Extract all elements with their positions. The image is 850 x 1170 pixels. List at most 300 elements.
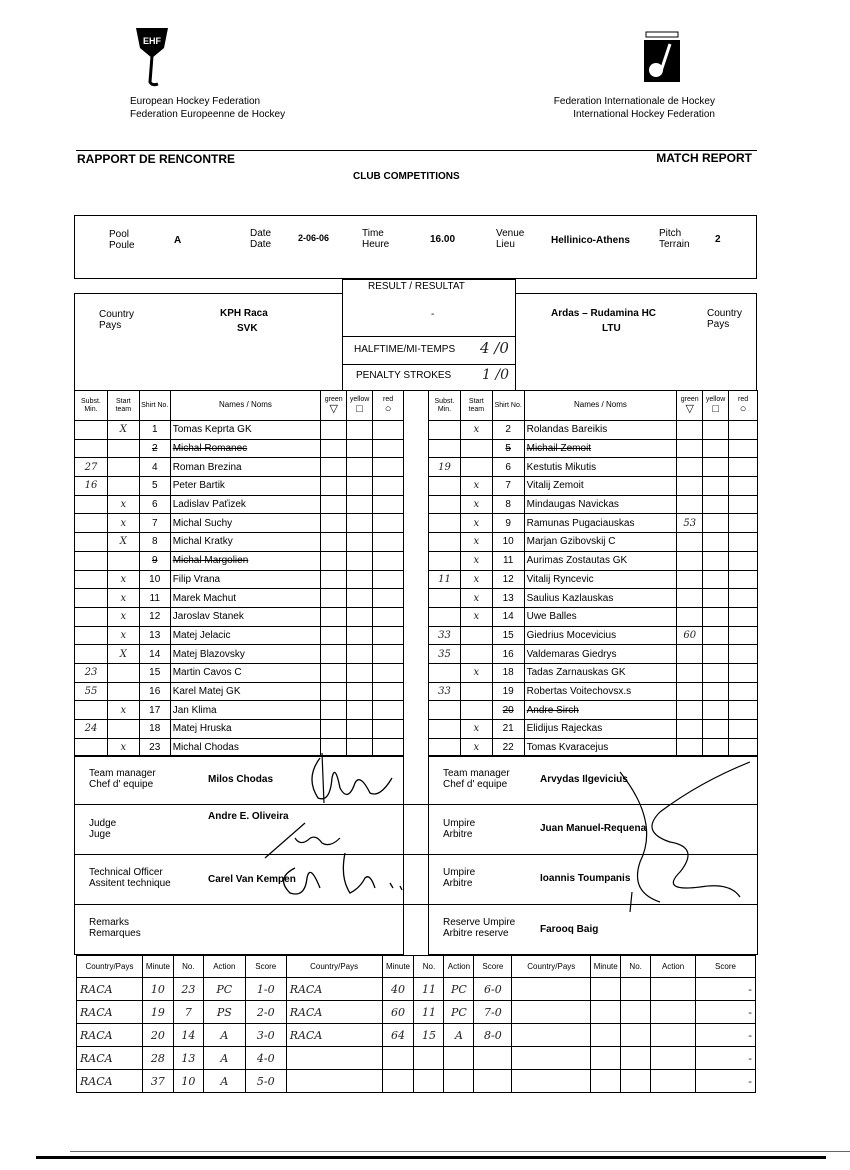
- goal-action: [444, 1070, 474, 1093]
- col-red: red ○: [729, 391, 758, 421]
- subst-minute: 27: [75, 458, 108, 477]
- goals-col-country: Country/Pays: [77, 956, 143, 978]
- reserve-name: Farooq Baig: [540, 924, 599, 935]
- yellow-card: [347, 458, 373, 477]
- red-card: [373, 720, 404, 739]
- player-name: Uwe Balles: [524, 607, 677, 626]
- player-row: [75, 682, 404, 701]
- green-card: [677, 701, 703, 720]
- goal-number: 13: [173, 1047, 203, 1070]
- subst-minute: 16: [75, 477, 108, 496]
- red-card: [373, 607, 404, 626]
- goal-country: RACA: [77, 1024, 143, 1047]
- goal-minute: 28: [142, 1047, 173, 1070]
- goal-country: [512, 1047, 591, 1070]
- yellow-card: [703, 589, 729, 608]
- goal-number: 10: [173, 1070, 203, 1093]
- red-card: [373, 458, 404, 477]
- player-row: [429, 495, 758, 514]
- signature-umpires: [600, 752, 758, 917]
- red-card: [729, 570, 758, 589]
- green-card: 60: [677, 626, 703, 645]
- home-team-name: KPH Raca: [220, 308, 268, 319]
- yellow-card: [347, 477, 373, 496]
- shirt-number: 2: [139, 439, 170, 458]
- shirt-number: 8: [492, 495, 524, 514]
- scan-line: [36, 1156, 826, 1159]
- green-card: [677, 551, 703, 570]
- red-card: [729, 551, 758, 570]
- venue-value: Hellinico-Athens: [551, 235, 630, 246]
- halftime-label: HALFTIME/MI-TEMPS: [354, 344, 456, 355]
- green-card: [321, 458, 347, 477]
- shirt-number: 11: [139, 589, 170, 608]
- start-mark: [460, 458, 492, 477]
- shirt-number: 22: [492, 738, 524, 757]
- player-row: [429, 514, 758, 533]
- player-row: [75, 477, 404, 496]
- red-card: [373, 551, 404, 570]
- player-row: [429, 626, 758, 645]
- result-label: RESULT / RESULTAT: [368, 281, 465, 292]
- goal-score: 3-0: [245, 1024, 286, 1047]
- red-card: [373, 514, 404, 533]
- goal-country: RACA: [77, 1047, 143, 1070]
- date-value: 2-06-06: [298, 233, 330, 243]
- umpire1-label: Umpire Arbitre: [443, 818, 476, 840]
- goal-row: [77, 1047, 756, 1070]
- shirt-number: 17: [139, 701, 170, 720]
- subst-minute: [75, 589, 108, 608]
- col-shirt: Shirt No.: [139, 391, 170, 421]
- player-name: Aurimas Zostautas GK: [524, 551, 677, 570]
- fih-name-en: International Hockey Federation: [573, 109, 715, 120]
- goal-number: [621, 1070, 651, 1093]
- subst-minute: [429, 720, 461, 739]
- start-mark: [107, 551, 139, 570]
- player-name: Peter Bartik: [170, 477, 321, 496]
- player-name: Tomas Kvaracejus: [524, 738, 677, 757]
- red-card: [373, 645, 404, 664]
- ehf-logo: [134, 26, 170, 88]
- goals-table: [76, 955, 756, 1093]
- yellow-card: [347, 439, 373, 458]
- red-card: [373, 439, 404, 458]
- goal-minute: 37: [142, 1070, 173, 1093]
- player-row: [75, 570, 404, 589]
- start-mark: x: [460, 570, 492, 589]
- shirt-number: 5: [139, 477, 170, 496]
- umpire1-name: Juan Manuel-Requena: [540, 823, 647, 834]
- start-mark: x: [460, 421, 492, 440]
- result-divider-1: [342, 336, 516, 337]
- subst-minute: [75, 421, 108, 440]
- goal-score: -: [696, 1024, 756, 1047]
- subst-minute: [429, 533, 461, 552]
- start-mark: x: [107, 589, 139, 608]
- subst-minute: 33: [429, 682, 461, 701]
- ehf-name-en: European Hockey Federation: [130, 96, 261, 107]
- goal-country: [512, 1070, 591, 1093]
- fih-name-fr: Federation Internationale de Hockey: [553, 96, 715, 107]
- green-card: [321, 682, 347, 701]
- yellow-card: [703, 607, 729, 626]
- goal-minute: 40: [382, 978, 414, 1001]
- subst-minute: [75, 514, 108, 533]
- red-card: [729, 682, 758, 701]
- player-row: [75, 663, 404, 682]
- fih-logo: [642, 30, 682, 86]
- player-name: Rolandas Bareikis: [524, 421, 677, 440]
- goals-col-country: Country/Pays: [286, 956, 382, 978]
- goal-country: [286, 1070, 382, 1093]
- shirt-number: 23: [139, 738, 170, 757]
- red-card: [373, 626, 404, 645]
- goal-action: A: [203, 1070, 245, 1093]
- player-name: Elidijus Rajeckas: [524, 720, 677, 739]
- start-mark: x: [460, 495, 492, 514]
- red-card: [729, 477, 758, 496]
- green-card: [321, 533, 347, 552]
- player-row: [75, 421, 404, 440]
- goal-action: PC: [203, 978, 245, 1001]
- goals-col-score: Score: [245, 956, 286, 978]
- red-card: [729, 533, 758, 552]
- home-players-table: [74, 390, 404, 757]
- shirt-number: 1: [139, 421, 170, 440]
- green-card: [677, 645, 703, 664]
- goal-score: 8-0: [474, 1024, 512, 1047]
- goals-col-action: Action: [203, 956, 245, 978]
- subst-minute: [429, 514, 461, 533]
- col-green: green ▽: [677, 391, 703, 421]
- start-mark: x: [107, 738, 139, 757]
- yellow-card: [347, 663, 373, 682]
- away-team-name: Ardas – Rudamina HC: [551, 308, 657, 319]
- goal-action: [651, 1070, 696, 1093]
- start-mark: [460, 682, 492, 701]
- player-row: [429, 421, 758, 440]
- col-subst: Subst. Min.: [75, 391, 108, 421]
- goals-col-action: Action: [651, 956, 696, 978]
- yellow-card: [703, 682, 729, 701]
- player-name: Tadas Zarnauskas GK: [524, 663, 677, 682]
- col-names: Names / Noms: [524, 391, 677, 421]
- start-mark: x: [460, 720, 492, 739]
- subst-minute: 24: [75, 720, 108, 739]
- goal-action: [651, 1047, 696, 1070]
- col-start: Start team: [107, 391, 139, 421]
- goal-country: RACA: [77, 1070, 143, 1093]
- subst-minute: [75, 607, 108, 626]
- player-name: Robertas Voitechovsx.s: [524, 682, 677, 701]
- subst-minute: [75, 626, 108, 645]
- start-mark: x: [107, 514, 139, 533]
- player-name: Martin Cavos C: [170, 663, 321, 682]
- shirt-number: 8: [139, 533, 170, 552]
- player-name: Michal Chodas: [170, 738, 321, 757]
- shirt-number: 20: [492, 701, 524, 720]
- green-card: [677, 682, 703, 701]
- goal-action: PS: [203, 1001, 245, 1024]
- goal-score: 6-0: [474, 978, 512, 1001]
- goal-action: [651, 978, 696, 1001]
- yellow-card: [347, 495, 373, 514]
- green-card: [321, 514, 347, 533]
- player-name: Vitalij Ryncevic: [524, 570, 677, 589]
- shirt-number: 10: [139, 570, 170, 589]
- away-players-table: [428, 390, 758, 757]
- red-card: [373, 570, 404, 589]
- player-name: Valdemaras Giedrys: [524, 645, 677, 664]
- red-card: [729, 495, 758, 514]
- title-en: MATCH REPORT: [656, 151, 752, 165]
- green-card: [321, 701, 347, 720]
- yellow-card: [347, 570, 373, 589]
- subst-minute: [429, 607, 461, 626]
- red-card: [373, 495, 404, 514]
- green-card: [677, 720, 703, 739]
- yellow-card-icon: □: [356, 403, 363, 416]
- signature-home-manager: [300, 748, 400, 808]
- green-card: [677, 495, 703, 514]
- player-row: [429, 458, 758, 477]
- col-green: green ▽: [321, 391, 347, 421]
- shirt-number: 7: [139, 514, 170, 533]
- green-card: [677, 477, 703, 496]
- red-card-icon: ○: [739, 403, 747, 416]
- player-row: [429, 570, 758, 589]
- goal-number: [414, 1047, 444, 1070]
- away-country-label: Country Pays: [707, 308, 743, 330]
- player-row: [429, 607, 758, 626]
- green-card: [321, 439, 347, 458]
- start-mark: [107, 682, 139, 701]
- goal-minute: 20: [142, 1024, 173, 1047]
- subst-minute: 19: [429, 458, 461, 477]
- goal-action: A: [203, 1024, 245, 1047]
- green-card: [321, 589, 347, 608]
- player-name: Matej Jelacic: [170, 626, 321, 645]
- halftime-value: 4 /0: [480, 339, 509, 357]
- player-name: Michal Romanec: [170, 439, 321, 458]
- start-mark: [107, 439, 139, 458]
- player-row: [429, 720, 758, 739]
- col-start: Start team: [460, 391, 492, 421]
- subst-minute: [75, 533, 108, 552]
- goal-number: 11: [414, 1001, 444, 1024]
- subst-minute: 55: [75, 682, 108, 701]
- start-mark: X: [107, 533, 139, 552]
- shirt-number: 9: [139, 551, 170, 570]
- tech-name: Carel Van Kempen: [208, 874, 296, 885]
- player-row: [75, 514, 404, 533]
- green-card: [677, 439, 703, 458]
- player-name: Karel Matej GK: [170, 682, 321, 701]
- subst-minute: 23: [75, 663, 108, 682]
- player-name: Andre Sirch: [524, 701, 677, 720]
- start-mark: [460, 626, 492, 645]
- player-row: [429, 663, 758, 682]
- player-name: Mindaugas Navickas: [524, 495, 677, 514]
- player-name: Kestutis Mikutis: [524, 458, 677, 477]
- player-row: [75, 551, 404, 570]
- green-card: [677, 570, 703, 589]
- col-red: red ○: [373, 391, 404, 421]
- reserve-label: Reserve Umpire Arbitre reserve: [443, 917, 516, 939]
- player-name: Giedrius Mocevicius: [524, 626, 677, 645]
- shirt-number: 12: [139, 607, 170, 626]
- goal-minute: 64: [382, 1024, 414, 1047]
- goal-score: 7-0: [474, 1001, 512, 1024]
- player-row: [75, 645, 404, 664]
- goal-score: -: [696, 978, 756, 1001]
- goal-action: [651, 1001, 696, 1024]
- goal-number: [621, 978, 651, 1001]
- shirt-number: 19: [492, 682, 524, 701]
- shirt-number: 10: [492, 533, 524, 552]
- info-box: [74, 215, 757, 279]
- shirt-number: 13: [492, 589, 524, 608]
- goal-number: 14: [173, 1024, 203, 1047]
- player-row: [429, 701, 758, 720]
- goal-country: [512, 1024, 591, 1047]
- green-card: [677, 589, 703, 608]
- shirt-number: 14: [492, 607, 524, 626]
- goal-action: PC: [444, 1001, 474, 1024]
- subst-minute: [75, 495, 108, 514]
- yellow-card: [703, 458, 729, 477]
- player-row: [75, 589, 404, 608]
- judge-label: Judge Juge: [89, 818, 117, 840]
- yellow-card: [347, 645, 373, 664]
- player-name: Ladislav Paťizek: [170, 495, 321, 514]
- player-row: [429, 589, 758, 608]
- goal-score: -: [696, 1070, 756, 1093]
- start-mark: x: [107, 701, 139, 720]
- yellow-card: [703, 570, 729, 589]
- umpire2-name: Ioannis Toumpanis: [540, 873, 631, 884]
- start-mark: x: [460, 607, 492, 626]
- start-mark: [460, 439, 492, 458]
- umpire2-label: Umpire Arbitre: [443, 867, 476, 889]
- yellow-card: [347, 701, 373, 720]
- shirt-number: 6: [492, 458, 524, 477]
- goal-minute: [382, 1070, 414, 1093]
- away-team-country: LTU: [602, 323, 621, 334]
- goals-col-no: No.: [621, 956, 651, 978]
- red-card: [729, 663, 758, 682]
- start-mark: x: [460, 551, 492, 570]
- red-card: [373, 682, 404, 701]
- player-row: [429, 439, 758, 458]
- subst-minute: 11: [429, 570, 461, 589]
- green-card-icon: ▽: [329, 403, 338, 416]
- start-mark: x: [107, 570, 139, 589]
- shirt-number: 15: [139, 663, 170, 682]
- goal-country: [286, 1047, 382, 1070]
- goal-row: [77, 1024, 756, 1047]
- red-card: [729, 439, 758, 458]
- start-mark: x: [460, 514, 492, 533]
- green-card: [321, 663, 347, 682]
- green-card: [321, 551, 347, 570]
- player-name: Michal Margolien: [170, 551, 321, 570]
- shirt-number: 15: [492, 626, 524, 645]
- start-mark: X: [107, 421, 139, 440]
- penalty-value: 1 /0: [482, 367, 509, 383]
- yellow-card: [347, 720, 373, 739]
- result-score: -: [431, 309, 435, 320]
- goal-number: [621, 1024, 651, 1047]
- green-card: [677, 533, 703, 552]
- shirt-number: 21: [492, 720, 524, 739]
- red-card: [729, 645, 758, 664]
- pool-value: A: [174, 235, 182, 246]
- yellow-card: [703, 495, 729, 514]
- home-manager-label: Team manager Chef d' equipe: [89, 768, 156, 790]
- goal-action: [651, 1024, 696, 1047]
- start-mark: x: [107, 495, 139, 514]
- red-card: [729, 589, 758, 608]
- shirt-number: 2: [492, 421, 524, 440]
- goal-score: 5-0: [245, 1070, 286, 1093]
- pitch-value: 2: [715, 234, 721, 245]
- yellow-card: [703, 645, 729, 664]
- player-row: [75, 626, 404, 645]
- subst-minute: [429, 439, 461, 458]
- goal-row: [77, 1001, 756, 1024]
- time-value: 16.00: [430, 234, 456, 245]
- away-manager-name: Arvydas Ilgevicius: [540, 774, 628, 785]
- goal-number: 15: [414, 1024, 444, 1047]
- signature-tech: [265, 848, 410, 904]
- home-manager-name: Milos Chodas: [208, 774, 274, 785]
- goal-minute: [591, 1001, 621, 1024]
- yellow-card: [347, 421, 373, 440]
- goal-minute: [382, 1047, 414, 1070]
- goals-col-country: Country/Pays: [512, 956, 591, 978]
- yellow-card: [703, 626, 729, 645]
- penalty-label: PENALTY STROKES: [356, 370, 452, 381]
- player-name: Marek Machut: [170, 589, 321, 608]
- time-label: Time Heure: [362, 228, 390, 250]
- yellow-card: [703, 663, 729, 682]
- goals-col-minute: Minute: [142, 956, 173, 978]
- goal-row: [77, 1070, 756, 1093]
- yellow-card: [703, 720, 729, 739]
- goal-minute: [591, 1024, 621, 1047]
- green-card: [321, 421, 347, 440]
- yellow-card: [347, 607, 373, 626]
- player-row: [75, 607, 404, 626]
- goal-country: RACA: [286, 978, 382, 1001]
- red-card: [729, 458, 758, 477]
- red-card: [373, 701, 404, 720]
- start-mark: [460, 645, 492, 664]
- green-card: [321, 645, 347, 664]
- goal-minute: 10: [142, 978, 173, 1001]
- pool-label: Pool Poule: [109, 229, 135, 251]
- player-row: [429, 533, 758, 552]
- shirt-number: 6: [139, 495, 170, 514]
- goal-score: 1-0: [245, 978, 286, 1001]
- col-subst: Subst. Min.: [429, 391, 461, 421]
- goal-minute: 60: [382, 1001, 414, 1024]
- subst-minute: [429, 589, 461, 608]
- result-divider-2: [342, 364, 516, 365]
- yellow-card: [347, 551, 373, 570]
